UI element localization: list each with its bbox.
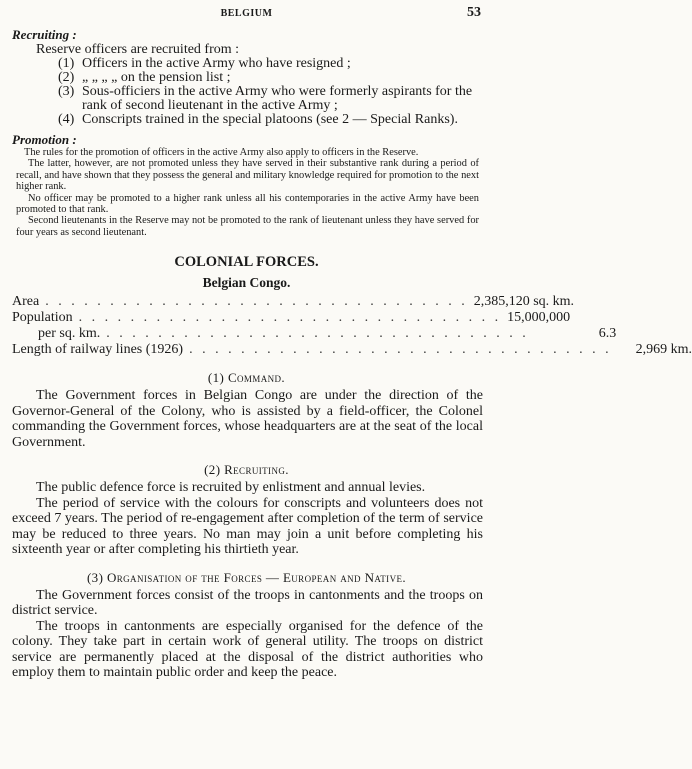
dot-leader: . . . . . . . . . . . . . . . . . . . . . . . . . . . . . . . . . — [106, 326, 529, 342]
item-number: (4) — [58, 112, 75, 127]
stat-row — [10, 294, 575, 310]
dot-leader: . . . . . . . . . . . . . . . . . . . . . . . . . . . . . . . . . — [78, 310, 502, 326]
list-item — [10, 57, 483, 71]
list-item — [10, 113, 483, 127]
stat-row — [10, 326, 617, 342]
stat-label: Area — [12, 294, 40, 310]
stat-value: 15,000,000 — [507, 310, 571, 326]
promotion-paragraph: Second lieutenants in the Reserve may not be promoted to the rank of lieutenant unless they have served for four years as second lieutenant. — [16, 215, 479, 238]
organisation-paragraph: The troops in cantonments are especially organised for the defence of the colony. They take part in certain work of general utility. The troops on district service are permanently placed at the disposal of the district authorities who employ them to maintain public order and keep the peace. — [12, 618, 483, 681]
running-title: BELGIUM — [220, 8, 273, 19]
dot-leader: . . . . . . . . . . . . . . . . . . . . . . . . . . . . . . . . . — [189, 342, 612, 358]
section-title: Organisation of the Forces — European and Native. — [106, 569, 407, 585]
stat-value: 2,969 km. — [635, 342, 692, 358]
item-text: Officers in the active Army who have resigned ; — [82, 56, 351, 71]
item-text: Conscripts trained in the special platoons (see 2 — Special Ranks). — [82, 112, 458, 127]
stat-value: 6.3 — [598, 326, 617, 342]
section-number: (1) — [207, 370, 225, 386]
recruiting-2-paragraph: The public defence force is recruited by enlistment and annual levies. — [36, 480, 426, 496]
command-paragraph: The Government forces in Belgian Congo are under the direction of the Governor-General of the Colony, who is assisted by a field-officer, the Colonel commanding the Government forces, whose headquarters are at the seat of the local Government. — [12, 388, 483, 450]
item-number: (1) — [58, 56, 75, 71]
recruiting-2-paragraph: The period of service with the colours for conscripts and volunteers does not exceed 7 years. The period of re-engagement after completion of the term of service may be reduced to three years. No man may join a unit before completing his sixteenth year or after completing his thirtieth year. — [12, 495, 483, 558]
list-item — [10, 71, 483, 85]
stat-label: per sq. km. — [38, 326, 101, 342]
stat-label: Population — [12, 310, 73, 326]
statistics-table — [10, 294, 692, 358]
item-number: (3) — [58, 84, 75, 99]
organisation-heading — [10, 570, 483, 586]
section-title: Recruiting. — [224, 462, 289, 478]
page-number: 53 — [467, 5, 481, 20]
promotion-paragraph: The latter, however, are not promoted unless they have served in their substantive rank during a period of recall, and have shown that they possess the general and military knowledge required for promotion to the next higher rank. — [16, 158, 479, 193]
section-number: (2) — [204, 462, 221, 478]
command-heading — [10, 370, 483, 386]
colonial-forces-title: COLONIAL FORCES. — [174, 254, 319, 271]
recruiting-2-heading — [10, 462, 483, 478]
organisation-paragraph: The Government forces consist of the troops in cantonments and the troops on district service. — [12, 587, 483, 619]
promotion-paragraph: The rules for the promotion of officers in the active Army also apply to officers in the Reserve. — [24, 147, 419, 158]
stat-value: 2,385,120 sq. km. — [473, 294, 575, 310]
recruiting-intro: Reserve officers are recruited from : — [36, 42, 240, 57]
item-text: Sous-officiers in the active Army who were formerly aspirants for the rank of second lieutenant in the active Army ; — [82, 84, 473, 113]
list-item — [10, 85, 483, 113]
recruiting-list — [10, 57, 483, 127]
stat-label: Length of railway lines (1926) — [12, 342, 184, 358]
promotion-heading: Promotion : — [12, 132, 77, 147]
section-number: (3) — [86, 569, 104, 585]
item-text: „ „ „ „ on the pension list ; — [82, 70, 231, 85]
recruiting-heading: Recruiting : — [12, 27, 77, 42]
section-title: Command. — [227, 370, 286, 386]
promotion-paragraph: No officer may be promoted to a higher rank unless all his contemporaries in the active Army have been promoted to that rank. — [16, 192, 479, 216]
dot-leader: . . . . . . . . . . . . . . . . . . . . . . . . . . . . . . . . . — [45, 294, 468, 310]
page-header — [10, 0, 483, 22]
belgian-congo-subtitle: Belgian Congo. — [202, 275, 291, 291]
stat-row — [10, 310, 571, 326]
stat-row — [10, 342, 692, 358]
item-number: (2) — [58, 70, 75, 85]
